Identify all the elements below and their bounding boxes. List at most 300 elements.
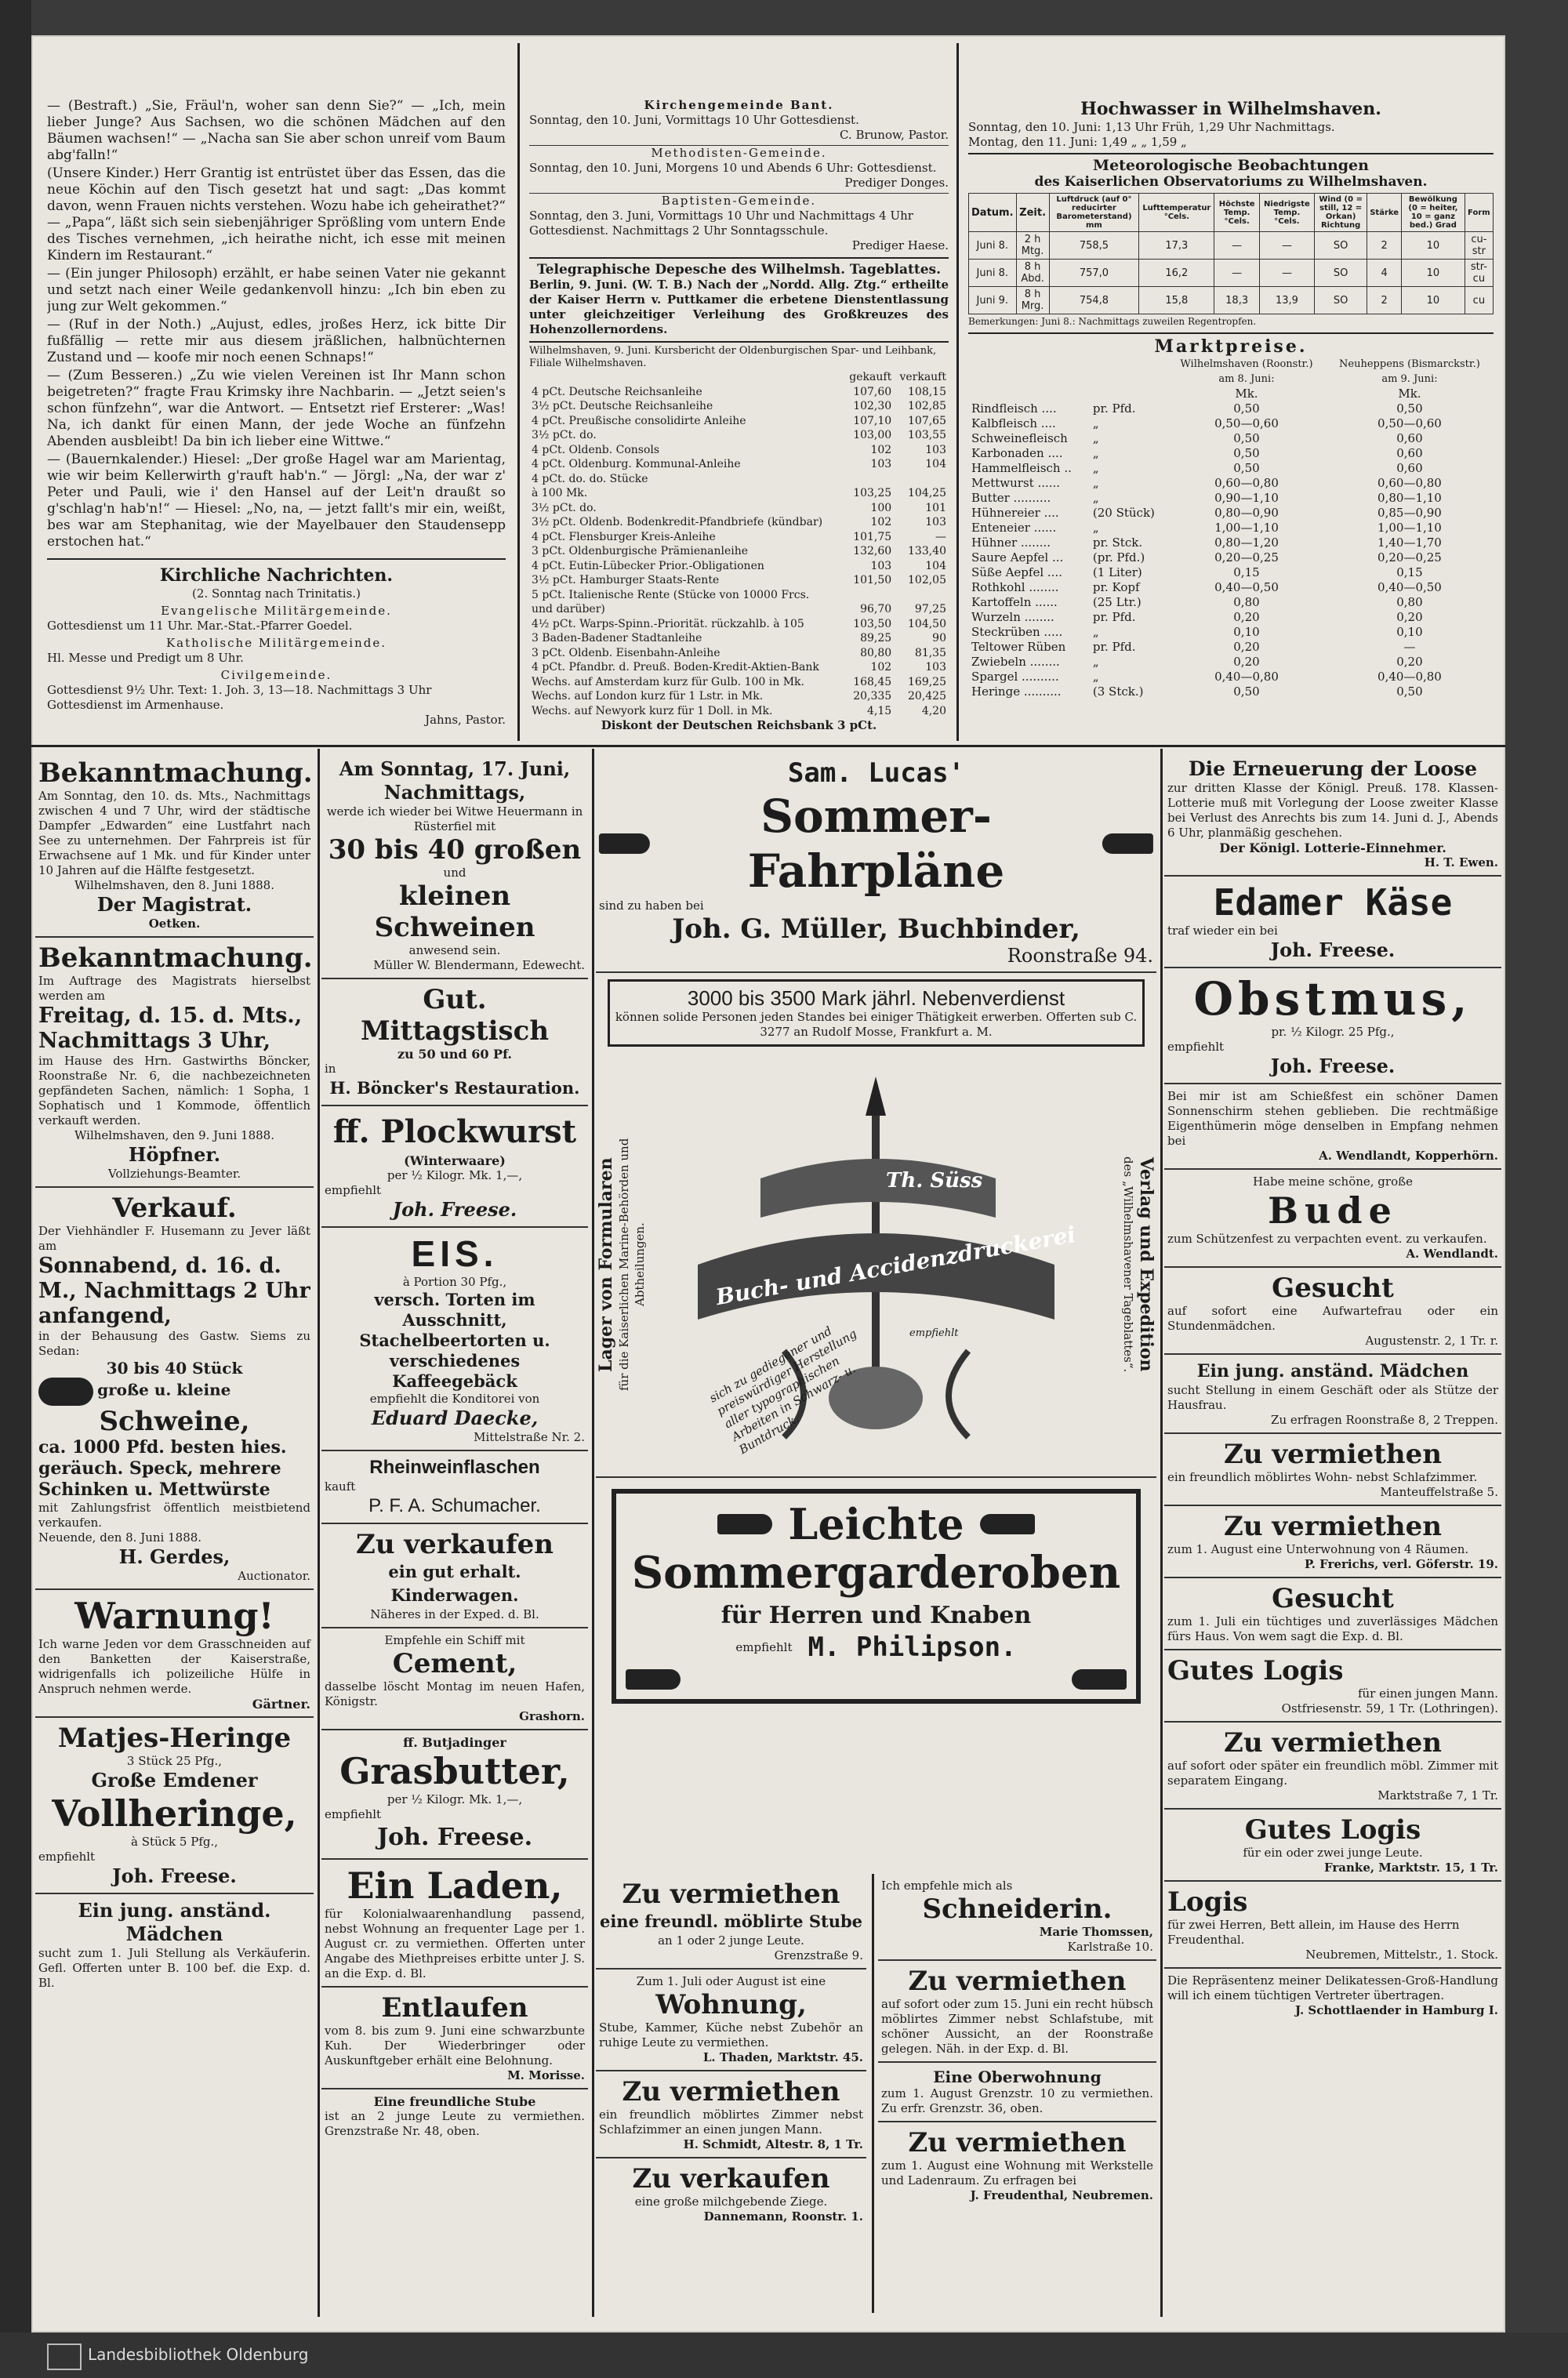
ad-text: zum 1. Juli ein tüchtiges und zuverlässiges Mädchen fürs Haus. Von wem sagt die Exp. d. Bl. (1167, 1614, 1498, 1643)
market-date: am 9. Juni: (1381, 373, 1438, 385)
ad-address: Manteuffelstraße 5. (1380, 1485, 1498, 1499)
stock-sold: 102,05 (908, 574, 946, 586)
th-max: Höchste Temp. °Cels. (1214, 194, 1259, 232)
table-row (968, 446, 1494, 461)
table-row (529, 472, 949, 487)
market-item: Zwiebeln ........ (971, 655, 1060, 669)
ad-text: Zum 1. Juli oder August ist eine (636, 1974, 826, 1988)
ad-signature: Joh. G. Müller, Buchbinder, (672, 913, 1080, 945)
stock-bought: 103 (870, 559, 892, 572)
table-row (968, 550, 1494, 565)
ad-signature: Eduard Daecke, (371, 1407, 539, 1429)
market-unit: „ (1092, 491, 1099, 505)
ad-title: Gesucht (1272, 1583, 1394, 1614)
ad-signature: Der Königl. Lotterie-Einnehmer. (1219, 840, 1446, 855)
market-unit: pr. Pfd. (1092, 610, 1136, 624)
weather-cell: 10 (1402, 232, 1465, 260)
ad-title: Leichte (788, 1499, 964, 1549)
ad-address: Augustenstr. 2, 1 Tr. r. (1365, 1334, 1498, 1348)
library-logo-icon (47, 2344, 82, 2370)
ad-text: eine große milchgebende Ziege. (634, 2195, 828, 2209)
table-row (529, 530, 949, 545)
ad-text: zur dritten Klasse der Königl. Preuß. 178. Klassen-Lotterie muß mit Vorlegung der Loose zweiter Klasse bei Verlust des Anrechts bis zum 14. Juni d. J., Abends 6 Uhr, planmäßig geschehen. (1167, 781, 1498, 840)
market-unit: pr. Pfd. (1092, 401, 1136, 416)
ad-title: Eine Oberwohnung (933, 2068, 1102, 2086)
table-row (529, 689, 949, 704)
ad-signature: J. Schottlaender in Hamburg I. (1295, 2003, 1498, 2017)
ads-column-1 (35, 753, 314, 2313)
printer-ad (596, 1053, 1156, 1478)
market-item: Spargel .......... (971, 670, 1059, 684)
market-price: 1,40—1,70 (1377, 536, 1442, 550)
ad-text: Näheres in der Exped. d. Bl. (370, 1607, 539, 1621)
ad-text: per ½ Kilogr. Mk. 1,—, (387, 1792, 523, 1806)
ad-text: große u. kleine (97, 1380, 231, 1400)
stock-name: 4 pCt. Oldenburg. Kommunal-Anleihe (532, 458, 741, 470)
signature: Prediger Donges. (844, 176, 949, 190)
market-price: 0,40—0,50 (1214, 580, 1279, 594)
book-spine (0, 0, 31, 2378)
th-clouds: Bewölkung (0 = heiter, 10 = ganz bed.) Grad (1402, 194, 1465, 232)
market-price: 0,20 (1233, 640, 1260, 654)
market-item: Rothkohl ........ (971, 580, 1059, 594)
ad-title: Zu verkaufen (356, 1529, 554, 1560)
market-price: 0,80—1,10 (1377, 491, 1442, 505)
service-text: Sonntag, den 3. Juni, Vormittags 10 Uhr und Nachmittags 4 Uhr Gottesdienst. Nachmittags 2 Uhr Sonntagsschule. (529, 209, 913, 238)
table-row (529, 559, 949, 574)
th-strength: Stärke (1367, 194, 1402, 232)
ad-date: Wilhelmshaven, den 9. Juni 1888. (74, 1128, 274, 1142)
signature: Jahns, Pastor. (425, 713, 506, 727)
ad-signature: Höpfner. (128, 1143, 221, 1166)
ad-signature: Oetken. (148, 917, 201, 931)
high-water-row: Montag, den 11. Juni: 1,49 „ „ 1,59 „ (968, 135, 1187, 149)
market-item: Steckrüben ..... (971, 625, 1063, 639)
weather-cell: 10 (1402, 260, 1465, 287)
ad-date: Neuende, den 8. Juni 1888. (38, 1530, 202, 1545)
ad-signature: Gärtner. (252, 1697, 310, 1712)
weather-cell: str-cu (1465, 260, 1493, 287)
market-price: 0,50—0,60 (1377, 416, 1442, 430)
church-subtitle: (2. Sonntag nach Trinitatis.) (192, 586, 361, 601)
market-price: 0,60 (1396, 431, 1423, 445)
ad-headline: ca. 1000 Pfd. besten hies. geräuch. Speck, mehrere Schinken u. Mettwürste (38, 1437, 287, 1500)
section-heading: Katholische Militärgemeinde. (165, 636, 387, 650)
weather-cell: — (1259, 260, 1314, 287)
market-title: Marktpreise. (1154, 336, 1308, 357)
table-row (529, 457, 949, 472)
ad-text: und (443, 866, 466, 880)
table-row (968, 461, 1494, 476)
weather-cell: 2 (1367, 232, 1402, 260)
section-heading: Civilgemeinde. (220, 668, 332, 682)
ad-text: Empfehle ein Schiff mit (384, 1633, 525, 1647)
ad-role: Auctionator. (238, 1569, 310, 1583)
stock-sold: 104 (925, 458, 946, 470)
ad-title: Gutes Logis (1244, 1814, 1421, 1846)
market-unit: „ (1092, 416, 1099, 430)
table-row (529, 602, 949, 617)
ad-title: Bude (1268, 1189, 1398, 1232)
ad-text: zum 1. August eine Wohnung mit Werkstelle und Ladenraum. Zu erfragen bei (881, 2158, 1153, 2187)
market-unit: „ (1092, 446, 1099, 460)
ad-title: Zu vermiethen (622, 1879, 840, 1910)
ad-text: kauft (325, 1479, 356, 1494)
market-price: 0,20 (1233, 610, 1260, 624)
table-row (968, 491, 1494, 506)
table-row (529, 428, 949, 443)
ad-title: Zu vermiethen (622, 2076, 840, 2108)
stock-sold: 107,65 (908, 414, 946, 427)
stock-sold: 133,40 (908, 545, 946, 557)
market-price: 0,50 (1233, 431, 1260, 445)
pointing-hand-icon (1072, 1669, 1127, 1690)
market-price: 0,80 (1233, 595, 1260, 609)
ad-text: mit Zahlungsfrist öffentlich meistbietend verkaufen. (38, 1501, 310, 1530)
stock-name: 4 pCt. Oldenb. Consols (532, 443, 660, 456)
market-currency: Mk. (1235, 387, 1258, 401)
ad-title: Edamer Käse (1213, 881, 1453, 924)
table-row (969, 287, 1494, 314)
stock-sold: 97,25 (914, 603, 946, 615)
anecdote: — (Bestraft.) „Sie, Fräul'n, woher san denn Sie?“ — „Ich, mein lieber Junge? Aus Sachsen, wo die schönen Mädchen auf den Bäumen wachsen!“ — „Nacha san Sie aber schon unreif vom Baum abg'falln!“ (47, 98, 506, 163)
market-price: 0,10 (1396, 625, 1423, 639)
pointing-hand-icon (1102, 833, 1153, 854)
ad-title: EIS. (411, 1233, 499, 1274)
weather-note: Bemerkungen: Juni 8.: Nachmittags zuweilen Regentropfen. (968, 316, 1257, 327)
market-price: 0,50 (1233, 684, 1260, 699)
stock-name: 4 pCt. Pfandbr. d. Preuß. Boden-Kredit-Aktien-Bank (532, 661, 819, 673)
ad-title: Eine freundliche Stube (373, 2094, 536, 2109)
weather-cell: 15,8 (1139, 287, 1214, 314)
market-price: 0,20—0,25 (1214, 550, 1279, 565)
weather-cell: Juni 8. (969, 232, 1017, 260)
stock-name: 3½ pCt. do. (532, 501, 597, 514)
market-price: 0,50 (1233, 446, 1260, 460)
ad-text: per ½ Kilogr. Mk. 1,—, (387, 1168, 523, 1182)
stock-name: à 100 Mk. (532, 487, 588, 499)
ad-title: Schneiderin. (922, 1893, 1112, 1925)
ad-address: Karlstraße 10. (1067, 1940, 1153, 1954)
ad-headline: 3000 bis 3500 Mark jährl. Nebenverdienst (687, 986, 1065, 1010)
section-heading: Methodisten-Gemeinde. (529, 145, 949, 161)
table-row (968, 387, 1494, 401)
th-pressure: Luftdruck (auf 0° reducirter Barometerstand) mm (1049, 194, 1139, 232)
market-item: Saure Aepfel ... (971, 550, 1064, 565)
ad-text: sich zu gediegener und preiswürdiger Herstellung aller typographischen Arbeiten in Schwarz- u. Buntdruck. (706, 1323, 859, 1458)
section-heading: Baptisten-Gemeinde. (529, 193, 949, 209)
ad-headline: ein gut erhalt. Kinderwagen. (388, 1562, 521, 1605)
stock-sold (894, 472, 949, 487)
table-row (529, 646, 949, 661)
market-unit: (pr. Pfd.) (1092, 550, 1145, 565)
pointing-hand-icon (717, 1514, 772, 1534)
market-price: 0,40—0,80 (1377, 670, 1442, 684)
market-unit: pr. Pfd. (1092, 640, 1136, 654)
stock-name: Wechs. auf Amsterdam kurz für Gulb. 100 in Mk. (532, 675, 804, 688)
weather-title: Meteorologische Beobachtungen (1093, 157, 1369, 174)
ad-signature: P. F. A. Schumacher. (368, 1495, 541, 1516)
th-date: Datum. (969, 194, 1017, 232)
market-item: Butter .......... (971, 491, 1051, 505)
anecdote: (Unsere Kinder.) Herr Grantig ist entrüstet über das Essen, das die neue Köchin auf den Tisch gesetzt hat und sagt: „Das kommt davon, wenn Frauen nichts verstehen. Wozu habe ich geheirathet?“ — „Papa“, läßt sich sein siebenjähriger Sprößling vom untern Ende des Tisches vernehmen, „ich heirathe nicht, ich esse mit meinen Kindern im Restaurant.“ (47, 165, 506, 263)
weather-cell: — (1214, 260, 1259, 287)
weather-cell: 8 h Abd. (1016, 260, 1049, 287)
stock-name: Wechs. auf Newyork kurz für 1 Doll. in Mk. (532, 704, 773, 717)
ad-headline: eine freundl. möblirte Stube (599, 1911, 863, 1931)
market-item: Hühner ........ (971, 536, 1051, 550)
ad-title: Logis (1167, 1886, 1248, 1918)
section-heading: Evangelische Militärgemeinde. (161, 604, 392, 618)
stock-sold: 104 (925, 559, 946, 572)
ad-text: sucht Stellung in einem Geschäft oder als Stütze der Hausfrau. (1167, 1383, 1498, 1412)
ad-headline: Am Sonntag, 17. Juni, Nachmittags, (339, 757, 571, 804)
column-rule (956, 43, 959, 741)
stock-sold: 103 (925, 516, 946, 528)
table-row (968, 521, 1494, 536)
ad-text: im Hause des Hrn. Gastwirths Böncker, Roonstraße Nr. 6, die nachbezeichneten gepfändeten Sachen, nämlich: 1 Sopha, 1 Sophatisch und 1 Kommode, öffentlich verkauft werden. (38, 1054, 310, 1127)
ad-title: Zu vermiethen (908, 1966, 1127, 1997)
table-row (968, 506, 1494, 521)
ads-column-4 (1164, 753, 1501, 2313)
telegram-title: Telegraphische Depesche des Wilhelmsh. Tageblattes. (536, 262, 942, 278)
library-footer (0, 2333, 1568, 2378)
ad-headline: kleinen Schweinen (374, 880, 535, 943)
table-row (968, 401, 1494, 416)
market-item: Kalbfleisch .... (971, 416, 1056, 430)
ads-column-3 (596, 753, 1156, 2313)
anecdote: — (Ruf in der Noth.) „Aujust, edles, jroßes Herz, ick bitte Dir fußfällig — rette mir aus diesem jräßlichen, halbnüchternen Zustand und — koofe mir noch eenen Schnaps!“ (47, 317, 506, 365)
ad-title: Grasbutter, (339, 1750, 570, 1792)
stock-bought: 102 (870, 516, 892, 528)
ad-text: Bei mir ist am Schießfest ein schöner Damen Sonnenschirm stehen geblieben. Die rechtmäßige Eigenthümerin möge denselben in Empfang nehmen bei (1167, 1089, 1498, 1148)
stock-sold: 104,50 (908, 617, 946, 630)
market-unit: pr. Kopf (1092, 580, 1140, 594)
ad-text: auf sofort oder zum 15. Juni ein recht hübsch möblirtes Zimmer nebst Schlafstube, mit schöner Aussicht, an der Roonstraße gelegen. Näh. in der Exp. d. Bl. (881, 1997, 1153, 2056)
market-price: 0,50—0,60 (1214, 416, 1279, 430)
market-item: Heringe .......... (971, 684, 1062, 699)
ad-text: empfiehlt (325, 1807, 382, 1821)
ad-text: zu 50 und 60 Pf. (397, 1047, 512, 1062)
ad-text: in (325, 1062, 336, 1076)
th-min: Niedrigste Temp. °Cels. (1259, 194, 1314, 232)
stock-name: und darüber) (532, 603, 605, 615)
ad-title: Gut. Mittagstisch (360, 984, 550, 1047)
table-row (969, 232, 1494, 260)
table-row (529, 675, 949, 690)
market-price: 0,80 (1396, 595, 1423, 609)
ad-text: Lager von Formularen (596, 1157, 616, 1372)
ad-text: dasselbe löscht Montag im neuen Hafen, Königstr. (325, 1679, 585, 1708)
ad-title: Sam. Lucas' (787, 757, 965, 789)
ad-text: Am Sonntag, den 10. ds. Mts., Nachmittags zwischen 4 und 7 Uhr, wird der städtische Dampfer „Edwarden“ eine Lustfahrt nach See zu unternehmen. Der Fahrpreis ist für Erwachsene auf 1 Mk. und für Kinder unter 10 Jahren auf die Hälfte festgesetzt. (38, 789, 310, 877)
ad-text: ist an 2 junge Leute zu vermiethen. Grenzstraße Nr. 48, oben. (325, 2109, 585, 2138)
weather-cell: 13,9 (1259, 287, 1314, 314)
ad-text: des „Wilhelmshavener Tageblattes“. (1121, 1156, 1135, 1373)
market-unit: „ (1092, 670, 1099, 684)
ad-signature: Der Magistrat. (96, 893, 252, 916)
section-heading: Kirchengemeinde Bant. (644, 98, 834, 112)
ad-text: an 1 oder 2 junge Leute. (658, 1933, 804, 1948)
ad-text: empfiehlt (1167, 1040, 1225, 1054)
ad-address: Roonstraße 94. (1007, 945, 1153, 967)
market-price: 0,20—0,25 (1377, 550, 1442, 565)
ad-signature: H. Böncker's Restauration. (329, 1078, 580, 1098)
stock-bought: 103,25 (853, 487, 892, 499)
table-row (529, 617, 949, 632)
table-row (968, 670, 1494, 684)
stock-name: 4 pCt. Eutin-Lübecker Prior.-Obligationen (532, 559, 764, 572)
weather-cell: 754,8 (1049, 287, 1139, 314)
market-item: Hühnereier .... (971, 506, 1059, 520)
weather-cell: 18,3 (1214, 287, 1259, 314)
newspaper-page (31, 35, 1505, 2333)
stock-name: 3 Baden-Badener Stadtanleihe (532, 632, 702, 644)
weather-cell: 2 (1367, 287, 1402, 314)
table-row (969, 260, 1494, 287)
stock-sold: 169,25 (908, 675, 946, 688)
weather-subtitle: des Kaiserlichen Observatoriums zu Wilhelmshaven. (1034, 174, 1428, 190)
anecdote: — (Bauernkalender.) Hiesel: „Der große Hagel war am Marientag, wie wir beim Kellerwirth g'rauft hab'n.“ — Jörgl: „Na, der war z' Peter und Pauli, wie i' den Hansel auf der Leit'n draußt so g'schlag'n hab'n!“ — Hiesel: „No, na, — jetzt fallt's mir ein, weißt, bes war am Stephanitag, wie der Mayelbauer den Staudensepp erstochen hat.“ (47, 452, 506, 550)
market-item: Karbonaden .... (971, 446, 1063, 460)
market-item: Schweinefleisch (971, 431, 1068, 445)
market-price: 1,00—1,10 (1377, 521, 1442, 535)
market-price: 0,20 (1233, 655, 1260, 669)
ad-headline: Sonnabend, d. 16. d. M., Nachmittags 2 Uhr anfangend, (38, 1254, 310, 1328)
service-text: Gottesdienst um 11 Uhr. Mar.-Stat.-Pfarrer Goedel. (47, 619, 353, 633)
anecdote: — (Zum Besseren.) „Zu wie vielen Vereinen ist Ihr Mann schon beigetreten?“ fragte Frau Krimsky ihre Nachbarin. — „Jetzt seien's schon fünfzehn“, war die Antwort. — Entsetzt rief Ersterer: „Was! Na, ich dankt für einen Mann, der jede Woche an fünfzehn Abenden ausbleibt! Da bin ich lieber eine Wittwe.“ (47, 368, 506, 449)
ad-title: Matjes-Heringe (57, 1723, 292, 1754)
ad-signature: Joh. Freese. (112, 1864, 237, 1887)
stock-sold: 101 (925, 501, 946, 514)
ad-title: Bekanntmachung. (38, 942, 313, 974)
ad-text: traf wieder ein bei (1167, 924, 1278, 938)
th-time: Zeit. (1016, 194, 1049, 232)
ad-title: Bekanntmachung. (38, 757, 313, 789)
stock-sold: 20,425 (908, 690, 946, 703)
market-currency: Mk. (1398, 387, 1421, 401)
ad-text: für Kolonialwaarenhandlung passend, nebst Wohnung an frequenter Lage per 1. August cr. zu vermiethen. Offerten unter Angabe des Miethpreises erbitte unter J. S. an die Exp. d. Bl. (325, 1907, 585, 1980)
weather-cell: 758,5 (1049, 232, 1139, 260)
stock-sold: 102,85 (908, 400, 946, 412)
ad-text: empfiehlt (735, 1639, 793, 1654)
column-rule (1160, 749, 1163, 2317)
market-item: Mettwurst ...... (971, 476, 1061, 490)
market-item: Rindfleisch .... (971, 401, 1057, 416)
ad-signature: Marie Thomssen, (1039, 1925, 1153, 1939)
stock-report (529, 341, 949, 733)
table-row (968, 536, 1494, 550)
market-unit: (1 Liter) (1092, 565, 1142, 579)
stock-sold: 103,55 (908, 429, 946, 441)
telegram-text: Berlin, 9. Juni. (W. T. B.) Nach der „Nordd. Allg. Ztg.“ ertheilte der Kaiser Herrn v. Puttkamer die erbetene Dienstentlassung unter gleichzeitiger Verleihung des Großkreuzes des Hohenzollernordens. (529, 278, 949, 336)
small-ads-right (878, 1874, 1156, 2208)
market-unit: „ (1092, 625, 1099, 639)
ad-text: für ein oder zwei junge Leute. (1243, 1846, 1423, 1860)
ad-text: pr. ½ Kilogr. 25 Pfg., (1271, 1025, 1395, 1039)
stock-bought: 103,50 (853, 617, 892, 630)
market-table (968, 357, 1494, 699)
th-form: Form (1465, 194, 1493, 232)
discount-rate: Diskont der Deutschen Reichsbank 3 pCt. (601, 718, 877, 732)
ad-headline: Schweine, (99, 1406, 250, 1437)
market-unit: (20 Stück) (1092, 506, 1155, 520)
market-date: am 8. Juni: (1218, 373, 1275, 385)
ad-headline: versch. Torten im Ausschnitt, Stachelbeertorten u. verschiedenes Kaffeegebäck (359, 1290, 550, 1391)
weather-cell: 8 h Mrg. (1016, 287, 1049, 314)
stock-bought: 102 (870, 661, 892, 673)
stock-bought: 102 (870, 443, 892, 456)
market-price: 0,85—0,90 (1377, 506, 1442, 520)
signature: C. Brunow, Pastor. (839, 128, 949, 142)
table-row (529, 704, 949, 719)
table-row (968, 684, 1494, 699)
ad-title: Zu vermiethen (1224, 1727, 1442, 1759)
ad-signature: Joh. Freese. (1270, 938, 1396, 961)
ad-title: Entlaufen (381, 1992, 528, 2024)
ad-role: Vollziehungs-Beamter. (107, 1167, 241, 1181)
ad-text: (Winterwaare) (404, 1153, 506, 1168)
ad-title: Obstmus, (1193, 972, 1472, 1026)
ad-signature: Franke, Marktstr. 15, 1 Tr. (1324, 1861, 1498, 1875)
stock-sold: 103 (925, 443, 946, 456)
table-row (968, 610, 1494, 625)
stock-bought: 103,00 (853, 429, 892, 441)
ad-text: vom 8. bis zum 9. Juni eine schwarzbunte Kuh. Der Wiederbringer oder Auskunftgeber erhält eine Belohnung. (325, 2024, 585, 2068)
signature: Prediger Haese. (851, 238, 949, 252)
market-price: 0,80—1,20 (1214, 536, 1279, 550)
ad-signature: H. Gerdes, (118, 1545, 230, 1568)
ad-title: Warnung! (74, 1595, 274, 1637)
column-2 (529, 98, 949, 741)
market-price: — (1403, 640, 1416, 654)
weather-cell: cu (1465, 287, 1493, 314)
stock-sold: 90 (932, 632, 946, 644)
stock-bought: 107,60 (853, 385, 892, 398)
ad-title: Ein jung. anständ. Mädchen (1196, 1361, 1469, 1381)
table-row (968, 640, 1494, 655)
stock-name: 3½ pCt. Hamburger Staats-Rente (532, 574, 720, 586)
stock-name: 4 pCt. Flensburger Kreis-Anleihe (532, 530, 716, 543)
stock-sold: 108,15 (908, 385, 946, 398)
market-price: 0,40—0,50 (1377, 580, 1442, 594)
market-item: Kartoffeln ...... (971, 595, 1058, 609)
ad-title: Gutes Logis (1167, 1655, 1344, 1686)
ad-text: Verlag und Expedition (1136, 1157, 1156, 1372)
ad-signature: Dannemann, Roonstr. 1. (703, 2209, 863, 2224)
weather-cell: 2 h Mtg. (1016, 232, 1049, 260)
stock-bought: 101,50 (853, 574, 892, 586)
weather-cell: SO (1315, 232, 1367, 260)
ad-signature: Grashorn. (519, 1709, 585, 1723)
ad-text: Ich warne Jeden vor dem Grasschneiden auf den Banketten der Kaiserstraße, widrigenfalls ich polizeiliche Hülfe in Anspruch nehmen werde. (38, 1637, 310, 1696)
ad-text: 30 bis 40 Stück (106, 1359, 243, 1378)
ad-title: Zu verkaufen (632, 2163, 830, 2195)
ad-headline: Sommergarderoben (631, 1547, 1121, 1599)
ad-text: empfiehlt (38, 1850, 96, 1864)
market-unit: „ (1092, 461, 1099, 475)
ad-text: für zwei Herren, Bett allein, im Hause des Herrn Freudenthal. (1167, 1918, 1460, 1947)
ad-text: Ich empfehle mich als (881, 1879, 1013, 1893)
stock-bought: 101,75 (853, 530, 892, 543)
weather-cell: — (1214, 232, 1259, 260)
small-ads-left (596, 1874, 866, 2229)
pig-icon (38, 1378, 93, 1406)
stock-bought (844, 472, 894, 487)
ad-text: empfiehlt (325, 1183, 382, 1197)
table-row (529, 370, 949, 385)
market-price: 0,90—1,10 (1214, 491, 1279, 505)
